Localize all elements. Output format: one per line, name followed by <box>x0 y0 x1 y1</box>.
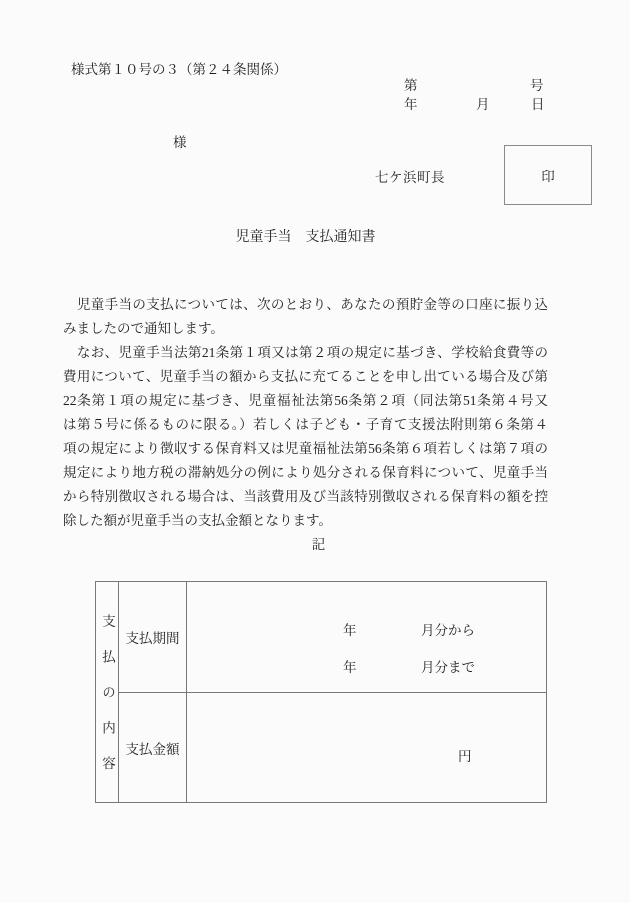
body-line: から特別徴収される場合は、当該費用及び当該特別徴収される保育料の額を控 <box>63 489 548 504</box>
doc-number-suffix-label: 号 <box>530 78 544 93</box>
body-line: みましたので通知します。 <box>63 321 224 336</box>
payment-period-from-line <box>187 619 546 638</box>
payment-period-label-cell <box>119 582 187 693</box>
date-day-label: 日 <box>531 97 545 112</box>
addressee-honorific: 様 <box>173 135 187 150</box>
payment-period-value-cell <box>187 582 546 693</box>
payment-amount-value-cell <box>187 693 546 802</box>
document-title: 児童手当 支払通知書 <box>235 230 376 245</box>
doc-number-prefix-label: 第 <box>404 78 418 93</box>
payment-amount-label-cell <box>119 693 187 802</box>
seal-box <box>504 145 592 205</box>
body-line: 児童手当の支払については、次のとおり、あなたの預貯金等の口座に振り込 <box>63 297 548 312</box>
payment-section-header-cell <box>96 582 119 802</box>
body-line: 費用について、児童手当の額から支払に充てることを申し出ている場合及び第 <box>63 369 548 384</box>
payment-period-label: 支払期間 <box>125 631 180 646</box>
period-from-month-suffix: 月分から <box>421 623 475 638</box>
body-text <box>63 293 548 557</box>
date-month-label: 月 <box>476 97 490 112</box>
body-line: なお、児童手当法第21条第１項又は第２項の規定に基づき、学校給食費等の <box>63 345 548 360</box>
payment-details-table <box>95 581 547 803</box>
payment-period-to-line <box>187 656 546 675</box>
payment-section-header-vertical-text: 支払の内容 <box>100 614 115 792</box>
period-to-month-suffix: 月分まで <box>421 660 475 675</box>
body-line: 22条第１項の規定に基づき、児童福祉法第56条第２項（同法第51条第４号又 <box>63 393 548 408</box>
seal-label: 印 <box>541 169 555 184</box>
amount-unit-label: 円 <box>458 749 472 764</box>
body-line: 除した額が児童手当の支払金額となります。 <box>63 513 332 528</box>
period-to-year-label: 年 <box>343 660 357 675</box>
record-marker: 記 <box>311 537 326 552</box>
period-from-year-label: 年 <box>343 623 357 638</box>
body-line: 規定により地方税の滞納処分の例により処分される保育料について、児童手当 <box>63 465 548 480</box>
date-year-label: 年 <box>404 97 418 112</box>
issuer-name: 七ケ浜町長 <box>375 170 445 185</box>
form-number: 様式第１０号の３（第２４条関係） <box>71 62 287 77</box>
body-line: は第５号に係るものに限る。）若しくは子ども・子育て支援法附則第６条第４ <box>63 417 548 432</box>
payment-amount-label: 支払金額 <box>125 741 180 757</box>
body-line: 項の規定により徴収する保育料又は児童福祉法第56条第６項若しくは第７項の <box>63 441 548 456</box>
